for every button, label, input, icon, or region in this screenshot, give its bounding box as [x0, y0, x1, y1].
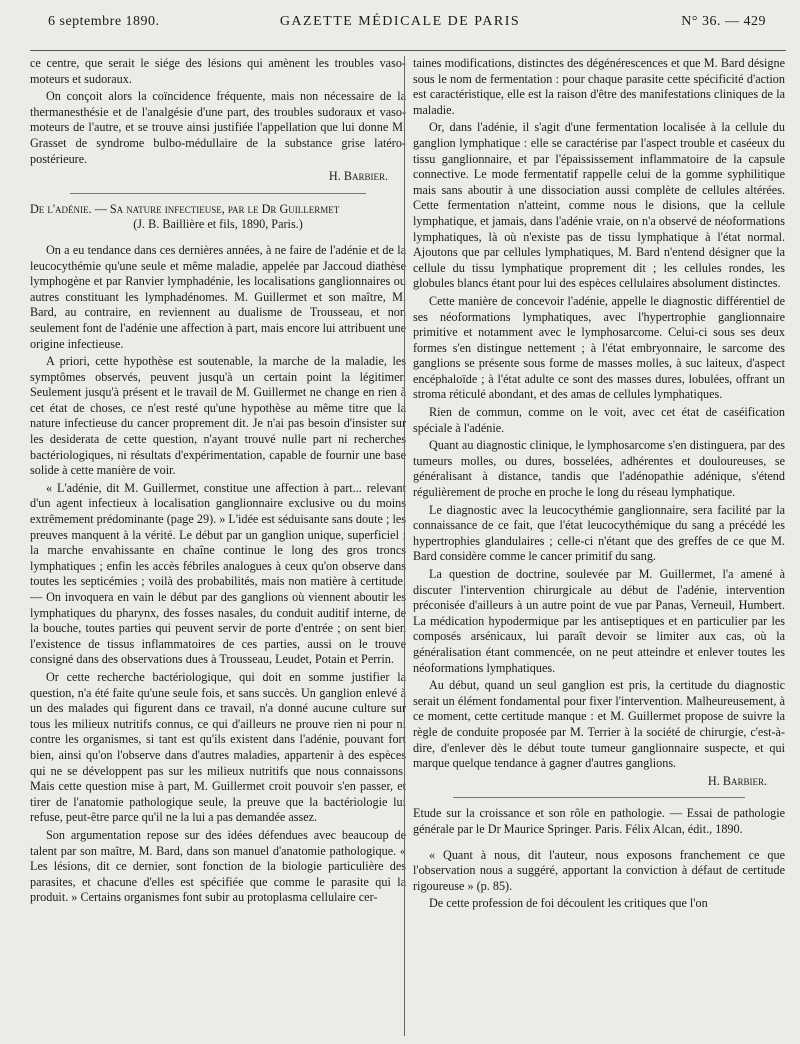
section-publisher: (J. B. Baillière et fils, 1890, Paris.)	[133, 217, 303, 232]
paragraph: Or cette recherche bactériologique, qui doit en somme justifier la question, n'a été faite qu'une seule fois, et sans succès. Un ganglion enlevé à un des malades qui figurent dans ce travail, n'a donné aucune culture sur tous les milieux nutritifs connus, ce qui d'ailleurs ne prouve rien ni pour ni contre les organismes, si tant est qu'ils existent dans l'adénie, pouvant fort bien, ainsi qu'on l'observe dans d'autres maladies, appartenir à des espèces qui ne se développent pas sur les milieux nutritifs que nous connaissons. Mais cette question mise à part, M. Guillermet croit pouvoir s'en passer, et tirer de l'anatomie pathologique seule, la preuve que la bactériologie lui refuse, peut-être parce qu'il ne la lui a pas demandée assez.	[30, 669, 406, 825]
header-rule	[30, 50, 786, 51]
journal-title: GAZETTE MÉDICALE DE PARIS	[279, 14, 521, 29]
right-column	[413, 56, 785, 1040]
paragraph: « L'adénie, dit M. Guillermet, constitue une affection à part... relevant d'un agent infectieux à localisation ganglionnaire exclusive ou du moins extrêmement prédominante (page 29). » L'idée est séduisante sans doute ; les preuves manquent à la vérité. Le début par un ganglion unique, superficiel ; la marche envahissante en chaîne continue le long des gros troncs lymphatiques ; enfin les accès fébriles analogues à ceux qu'on observe dans toutes les septicémies ; voilà des probabilités, mais non matière à certitude. — On invoquera en vain le début par des ganglions où viennent aboutir les lymphatiques du pharynx, des fosses nasales, du conduit auditif interne, de la bouche, toutes parties qui peuvent servir de porte d'entrée ; on sent bien l'existence de tissus inflammatoires de ces parties, aussi on le trouve consigné dans des observations dues à Trousseau, Leudet, Potain et Perrin.	[30, 480, 406, 667]
signature: H. Barbier.	[328, 169, 388, 184]
paragraph: Son argumentation repose sur des idées défendues avec beaucoup de talent par son maître, M. Bard, dans son manuel d'anatomie pathologique. « Les lésions, dit ce dernier, sont fonction de la biologie particulière des parasites, et chacune d'elles est spécifiée que comme le parasite qui la produit. » Certains organismes font subir au protoplasma cellulaire cer-	[30, 827, 406, 905]
paragraph: ce centre, que serait le siége des lésions qui amènent les troubles vaso-moteurs et sudoraux.	[30, 56, 406, 86]
header-date: 6 septembre 1890.	[48, 14, 160, 29]
left-column	[30, 56, 406, 1040]
paragraph: Le diagnostic avec la leucocythémie ganglionnaire, sera facilité par la connaissance de ce fait, que l'état leucocythémique du sang a précédé les hypertrophies glandulaires ; celle-ci n'étant que des greffes de ce que M. Bard considère comme le cancer primitif du sang.	[413, 502, 785, 564]
column-divider	[404, 56, 405, 1036]
paragraph: La question de doctrine, soulevée par M. Guillermet, l'a amené à discuter l'intervention chirurgicale au début de l'adénie, intervention préconisée d'ailleurs à un autre point de vue par Panas, Verneuil, Humbert. La médication hypodermique par les antiseptiques et en particulier par les composés arsénicaux, lui paraît devoir se limiter aux cas, où la généralisation étant commencée, on ne peut atteindre et enlever toutes les néoformations lymphatiques.	[413, 567, 785, 675]
paragraph: Cette manière de concevoir l'adénie, appelle le diagnostic différentiel de ses néoformations lymphatiques, avec l'hypertrophie ganglionnaire primitive et notamment avec le lymphosarcome. Celui-ci sous ses deux formes s'en distingue nettement ; à l'état embryonnaire, le sarcome des ganglions se présente sous forme de masses molles, à suc laiteux, d'aspect encéphaloïde ; à l'état adulte ce sont des masses dures, lobulées, offrant un stroma réticulé abondant, et des amas de cellules lymphatiques.	[413, 293, 785, 402]
divider	[453, 797, 745, 798]
section-title-text: De l'adénie. — Sa nature infectieuse, par le Dr Guillermet	[30, 201, 340, 216]
paragraph: A priori, cette hypothèse est soutenable, la marche de la maladie, les symptômes observés, peuvent jusqu'à un certain point la légitimer. Seulement jusqu'à présent et le travail de M. Guillermet ne change en rien à cet état de choses, ce n'est resté qu'une hypothèse au même titre que la nature infectieuse du cancer proprement dit. Je n'ai pas besoin d'insister sur les desiderata de cette question, n'ayant trouvé nulle part ni recherches bactériologiques, ni résultats d'expérimentation, capable de fournir une base solide à cette manière de voir.	[30, 354, 406, 478]
paragraph: On conçoit alors la coïncidence fréquente, mais non nécessaire de la thermanesthésie et de l'analgésie d'une part, des troubles sudoraux et vaso-moteurs de l'autre, et se trouve ainsi justifiée l'appellation que lui donne M. Grasset de syndrome bulbo-médullaire de la substance grise latéro-postérieure.	[30, 89, 406, 166]
paragraph: Au début, quand un seul ganglion est pris, la certitude du diagnostic serait un élément fondamental pour fixer l'intervention. Malheureusement, à ce moment, cette certitude manque : et M. Guillermet propose de suivre la règle de conduite proposée par M. Terrier à la société de chirurgie, c'est-à-dire, d'enlever dès le début toute tumeur ganglionnaire suspecte, et qui marque quelque tendance à gagner d'autres ganglions.	[413, 678, 785, 771]
page-header	[0, 0, 800, 40]
issue-number: N° 36. — 429	[681, 14, 766, 29]
section-title	[30, 202, 406, 233]
paragraph: « Quant à nous, dit l'auteur, nous exposons franchement ce que l'observation nous a suggéré, apportant la conviction à défaut de certitude rigoureuse » (p. 85).	[413, 847, 785, 893]
paragraph: Or, dans l'adénie, il s'agit d'une fermentation localisée à la cellule du ganglion lymphatique : elle se caractérise par l'aspect trouble et caséeux du tissu ganglionnaire, et par l'épaississement inflammatoire de la capsule connective. Le mode fermentatif rappelle celui de la gomme syphilitique mais sans aboutir à une dissociation aussi complète de cellules altérées. Cette fermentation n'atteint, comme nous le disions, que la cellule lymphatique, et jamais, dans l'adénie vraie, on n'a observé de néoformations lymphatiques, là où n'existe pas de tissu lymphatique à l'état normal. Ajoutons que par cellules lymphatiques, M. Bard n'entend désigner que la cellule du tissu lymphatique proprement dit ; les cellules rondes, les globules blancs étant pour lui des espèces cellulaires absolument distinctes.	[413, 120, 785, 291]
paragraph: On a eu tendance dans ces dernières années, à ne faire de l'adénie et de la leucocythémie qu'une seule et même maladie, appelée par Jaccoud diathèse lymphogène et par Ranvier lymphadénie, les localisations ganglionnaires ou autres constituant les lymphadénomes. M. Guillermet et son maître, M. Bard, au contraire, en reviennent au dualisme de Trousseau, et non seulement font de l'adénie une affection à part, mais encore lui attribuent une origine infectieuse.	[30, 242, 406, 351]
signature: H. Barbier.	[707, 773, 767, 788]
paragraph: taines modifications, distinctes des dégénérescences et que M. Bard désigne sous le nom de fermentation : pour chaque parasite cette spécificité d'action est caractéristique, elle est la raison d'être des manifestations cliniques de la maladie.	[413, 56, 785, 117]
divider	[70, 193, 366, 194]
section-title: Etude sur la croissance et son rôle en pathologie. — Essai de pathologie générale par le Dr Maurice Springer. Paris. Félix Alcan, édit., 1890.	[413, 806, 785, 836]
paragraph: De cette profession de foi découlent les critiques que l'on	[429, 896, 708, 911]
paragraph: Quant au diagnostic clinique, le lymphosarcome s'en distinguera, par des tumeurs molles, ou dures, bosselées, adhérentes et douloureuses, se généralisant à distance, tandis que l'adénopathie adénique, s'étend régulièrement de proche en proche le long du réseau lymphatique.	[413, 438, 785, 500]
paragraph: Rien de commun, comme on le voit, avec cet état de caséification spéciale à l'adénie.	[413, 405, 785, 435]
